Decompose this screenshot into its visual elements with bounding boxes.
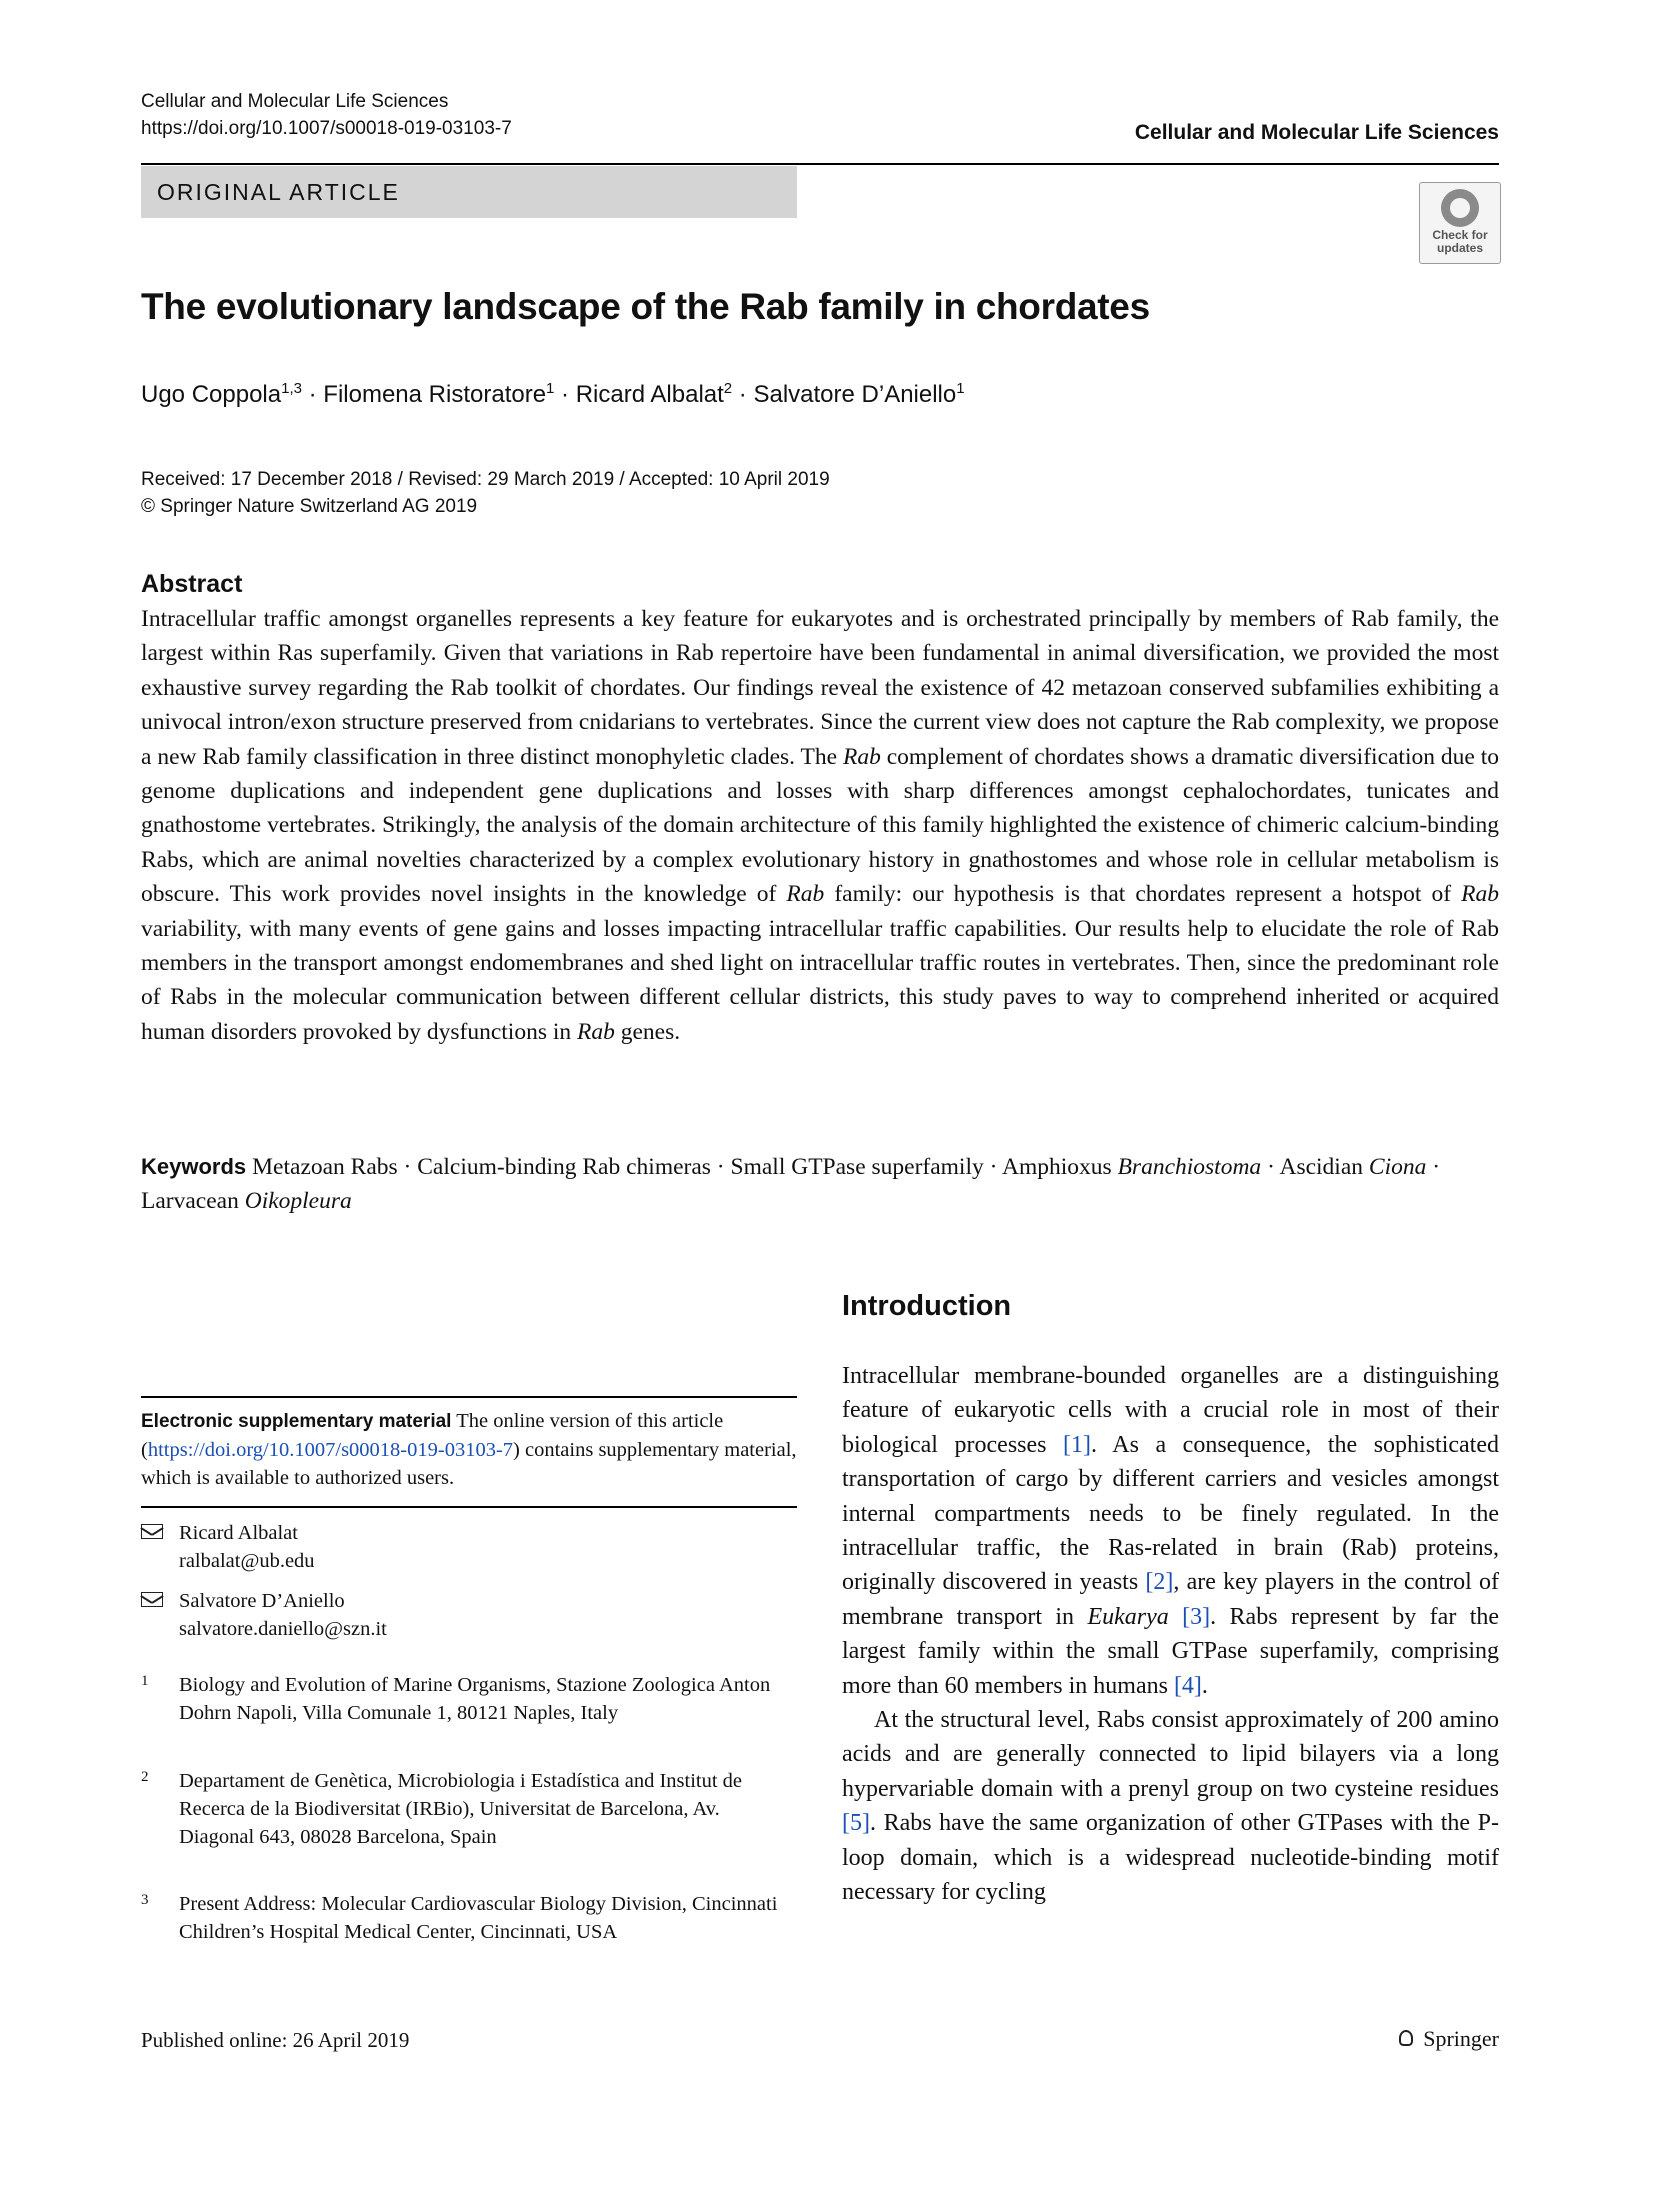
copyright-notice: © Springer Nature Switzerland AG 2019 xyxy=(141,496,478,517)
article-type-banner: ORIGINAL ARTICLE xyxy=(141,166,797,218)
footnote-rule-bottom xyxy=(141,1506,797,1508)
publisher-logo xyxy=(1397,2026,1499,2052)
abstract-italic: Rab xyxy=(786,881,825,908)
author-name[interactable]: Ugo Coppola xyxy=(141,381,282,408)
corresponding-author xyxy=(141,1587,797,1643)
esm-label: Electronic supplementary material xyxy=(141,1411,452,1432)
journal-header xyxy=(141,88,512,142)
intro-segment: At the structural level, Rabs consist approximately of 200 amino acids and are generally connected to lipid bilayers via a long hypervariable domain with a prenyl group on two cysteine residues xyxy=(842,1707,1499,1802)
affiliation xyxy=(141,1671,797,1727)
abstract-segment: genes. xyxy=(614,1018,681,1045)
affiliation-text: Present Address: Molecular Cardiovascular Biology Division, Cincinnati Children’s Hospital Medical Center, Cincinnati, USA xyxy=(179,1893,778,1943)
esm-doi-link[interactable]: https://doi.org/10.1007/s00018-019-03103-7 xyxy=(147,1439,514,1461)
affiliation-number: 3 xyxy=(141,1892,149,1908)
citation-link[interactable]: [5] xyxy=(842,1810,870,1837)
article-title: The evolutionary landscape of the Rab family in chordates xyxy=(141,286,1150,327)
introduction-heading: Introduction xyxy=(842,1290,1012,1322)
esm-text: The online version of this article ( xyxy=(141,1410,724,1461)
author-affiliation: 2 xyxy=(723,380,733,397)
springer-horse-icon xyxy=(1397,2028,1415,2048)
history-dates: Received: 17 December 2018 / Revised: 29 March 2019 / Accepted: 10 April 2019 xyxy=(141,469,830,490)
abstract-text xyxy=(141,602,1499,1049)
affiliation-number: 1 xyxy=(141,1673,149,1689)
intro-segment: Intracellular membrane-bounded organelles are a distinguishing feature of eukaryotic cells with a crucial role in most of their biological processes xyxy=(842,1363,1499,1458)
footnote-rule-top xyxy=(141,1396,797,1398)
keyword-text: Metazoan Rabs · Calcium-binding Rab chimeras · Small GTPase superfamily · Amphioxus xyxy=(252,1154,1118,1180)
author-list xyxy=(141,380,965,409)
abstract-heading: Abstract xyxy=(141,570,243,598)
abstract-segment: complement of chordates shows a dramatic diversification due to genome duplications and independent gene duplications and losses with sharp differences amongst cephalochordates, tunicates and gnathostome vertebrates. Strikingly, the analysis of the domain architecture of this family highlighted the existence of chimeric calcium-binding Rabs, which are animal novelties characterized by a complex evolutionary history in gnathostomes and whose role in cellular metabolism is obscure. This work provides novel insights in the knowledge of xyxy=(141,743,1499,908)
author-separator: · xyxy=(301,381,324,408)
published-date: Published online: 26 April 2019 xyxy=(141,2028,410,2052)
intro-paragraph xyxy=(842,1359,1499,1703)
intro-segment: . xyxy=(1201,1672,1208,1699)
author-name[interactable]: Ricard Albalat xyxy=(575,381,724,408)
keyword-text: · Larvacean xyxy=(141,1154,1441,1215)
contact-name: Ricard Albalat xyxy=(179,1522,298,1544)
affiliation-number: 2 xyxy=(141,1769,149,1785)
contact-email[interactable]: ralbalat@ub.edu xyxy=(179,1550,315,1572)
contact-email[interactable]: salvatore.daniello@szn.it xyxy=(179,1618,387,1640)
journal-name-right: Cellular and Molecular Life Sciences xyxy=(1134,121,1499,144)
keywords xyxy=(141,1150,1499,1219)
citation-link[interactable]: [2] xyxy=(1145,1569,1174,1596)
keyword-italic: Branchiostoma xyxy=(1117,1154,1262,1180)
intro-segment: . Rabs represent by far the largest family within the small GTPase superfamily, comprising more than 60 members in humans xyxy=(842,1603,1500,1699)
author-name[interactable]: Filomena Ristoratore xyxy=(323,381,547,408)
author-name[interactable]: Salvatore D’Aniello xyxy=(753,381,957,408)
abstract-segment: family: our hypothesis is that chordates represent a hotspot of xyxy=(824,881,1462,908)
keyword-italic: Oikopleura xyxy=(244,1188,352,1215)
author-affiliation: 1 xyxy=(956,380,965,397)
author-affiliation: 1,3 xyxy=(281,380,302,397)
abstract-segment: variability, with many events of gene gains and losses impacting intracellular traffic capabilities. Our results help to elucidate the role of Rab members in the transport amongst endomembranes and shed light on intracellular traffic routes in vertebrates. Then, since the predominant role of Rabs in the molecular communication between different cellular districts, this study paves to way to comprehend inherited or acquired human disorders provoked by dysfunctions in xyxy=(141,915,1499,1045)
journal-name: Cellular and Molecular Life Sciences xyxy=(141,91,449,112)
author-affiliation: 1 xyxy=(546,380,555,397)
affiliation xyxy=(141,1767,797,1851)
publisher-name: Springer xyxy=(1423,2026,1499,2051)
keyword-italic: Ciona xyxy=(1368,1154,1427,1180)
affiliation-text: Departament de Genètica, Microbiologia i Estadística and Institut de Recerca de la Biodiversitat (IRBio), Universitat de Barcelona, Av. Diagonal 643, 08028 Barcelona, Spain xyxy=(179,1770,742,1848)
corresponding-author xyxy=(141,1519,797,1575)
envelope-icon xyxy=(141,1592,163,1607)
check-updates-icon xyxy=(1441,189,1479,227)
intro-segment: . As a consequence, the sophisticated transportation of cargo by different carriers and vesicles amongst internal compartments needs to be finely regulated. In the intracellular traffic, the Ras-related in brain (Rab) proteins, originally discovered in yeasts xyxy=(842,1431,1499,1596)
abstract-italic: Rab xyxy=(842,743,881,770)
intro-italic: Eukarya xyxy=(1087,1603,1169,1630)
article-doi[interactable]: https://doi.org/10.1007/s00018-019-03103-7 xyxy=(141,118,512,139)
introduction-text xyxy=(842,1359,1499,1910)
affiliation-text: Biology and Evolution of Marine Organisms, Stazione Zoologica Anton Dohrn Napoli, Villa Comunale 1, 80121 Naples, Italy xyxy=(179,1674,771,1724)
intro-segment: , are key players in the control of membrane transport in xyxy=(842,1569,1500,1630)
intro-segment xyxy=(1169,1604,1182,1630)
badge-line-2: updates xyxy=(1436,241,1483,255)
intro-paragraph xyxy=(842,1703,1499,1909)
abstract-segment: Intracellular traffic amongst organelles represents a key feature for eukaryotes and is orchestrated principally by members of Rab family, the largest within Ras superfamily. Given that variations in Rab repertoire have been fundamental in animal diversification, we provided the most exhaustive survey regarding the Rab toolkit of chordates. Our findings reveal the existence of 42 metazoan conserved subfamilies exhibiting a univocal intron/exon structure preserved from cnidarians to vertebrates. Since the current view does not capture the Rab complexity, we propose a new Rab family classification in three distinct monophyletic clades. The xyxy=(141,606,1499,770)
intro-segment: . Rabs have the same organization of other GTPases with the P-loop domain, which is a widespread nucleotide-binding motif necessary for cycling xyxy=(842,1810,1499,1906)
author-separator: · xyxy=(732,381,754,408)
affiliation xyxy=(141,1890,797,1946)
citation-link[interactable]: [3] xyxy=(1182,1603,1211,1630)
article-dates xyxy=(141,466,830,520)
contact-name: Salvatore D’Aniello xyxy=(179,1590,345,1612)
esm-text: ) contains supplementary material, which is available to authorized users. xyxy=(141,1439,797,1489)
author-separator: · xyxy=(554,381,576,408)
abstract-italic: Rab xyxy=(577,1018,615,1045)
abstract-italic: Rab xyxy=(1461,881,1499,908)
keywords-label: Keywords xyxy=(141,1154,247,1179)
check-for-updates-badge[interactable] xyxy=(1419,182,1501,264)
citation-link[interactable]: [1] xyxy=(1063,1431,1092,1458)
keyword-text: · Ascidian xyxy=(1261,1154,1369,1180)
envelope-icon xyxy=(141,1524,163,1539)
citation-link[interactable]: [4] xyxy=(1173,1672,1202,1699)
badge-line-1: Check for xyxy=(1432,228,1488,242)
supplementary-material-note xyxy=(141,1407,797,1492)
header-divider xyxy=(141,163,1499,165)
